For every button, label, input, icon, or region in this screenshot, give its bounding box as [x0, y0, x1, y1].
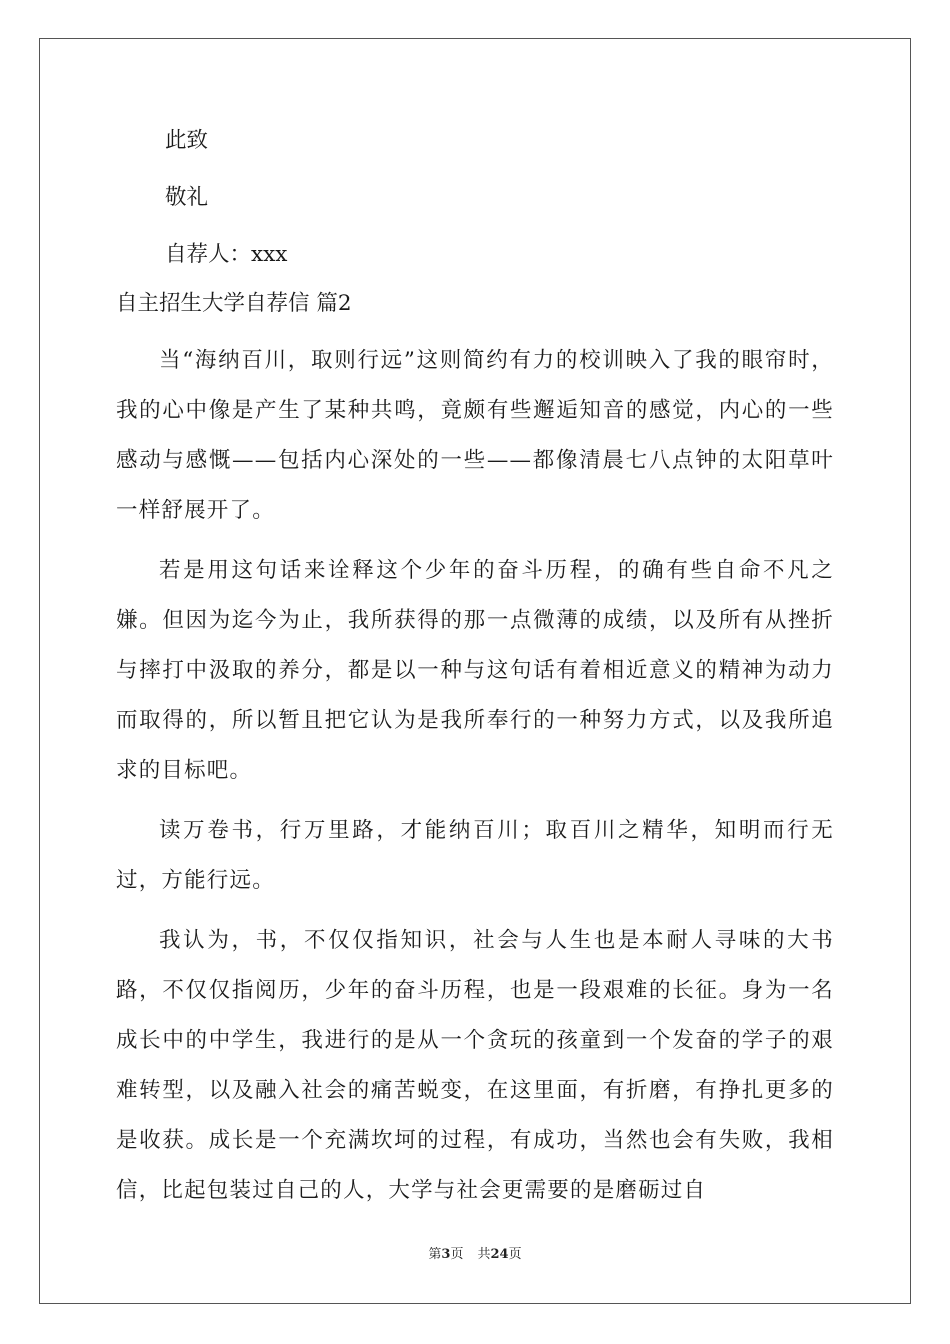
- closing-line-2: 敬礼: [165, 185, 209, 210]
- page-footer: [0, 1247, 950, 1263]
- section-heading: 自主招生大学自荐信 篇2: [116, 291, 352, 316]
- footer-total-suffix: 页: [508, 1247, 522, 1262]
- footer-total-pages: 24: [490, 1247, 509, 1262]
- paragraph-3: 读万卷书，行万里路，才能纳百川；取百川之精华，知明而行无过，方能行远。: [116, 818, 834, 893]
- footer-page-prefix: 第: [428, 1247, 442, 1262]
- paragraph-1: 当“海纳百川，取则行远”这则简约有力的校训映入了我的眼帘时，我的心中像是产生了某种共鸣，竟颇有些邂逅知音的感觉，内心的一些感动与感慨——包括内心深处的一些——都像清晨七八点钟的太阳草叶一样舒展开了。: [116, 348, 834, 523]
- closing-line-1: 此致: [165, 128, 209, 153]
- footer-page-suffix: 页: [450, 1247, 464, 1262]
- paragraph-4: 我认为，书，不仅仅指知识，社会与人生也是本耐人寻味的大书路，不仅仅指阅历，少年的奋斗历程，也是一段艰难的长征。身为一名成长中的中学生，我进行的是从一个贪玩的孩童到一个发奋的学子的艰难转型，以及融入社会的痛苦蜕变，在这里面，有折磨，有挣扎更多的是收获。成长是一个充满坎坷的过程，有成功，当然也会有失败，我相信，比起包装过自己的人，大学与社会更需要的是磨砺过自: [116, 928, 834, 1203]
- document-body: [116, 126, 834, 1226]
- footer-total-prefix: 共: [477, 1247, 491, 1262]
- footer-current-page: 3: [441, 1247, 451, 1262]
- signature-line: 自荐人：xxx: [165, 242, 288, 267]
- paragraph-2: 若是用这句话来诠释这个少年的奋斗历程，的确有些自命不凡之嫌。但因为迄今为止，我所获得的那一点微薄的成绩，以及所有从挫折与摔打中汲取的养分，都是以一种与这句话有着相近意义的精神为动力而取得的，所以暂且把它认为是我所奉行的一种努力方式，以及我所追求的目标吧。: [116, 558, 834, 783]
